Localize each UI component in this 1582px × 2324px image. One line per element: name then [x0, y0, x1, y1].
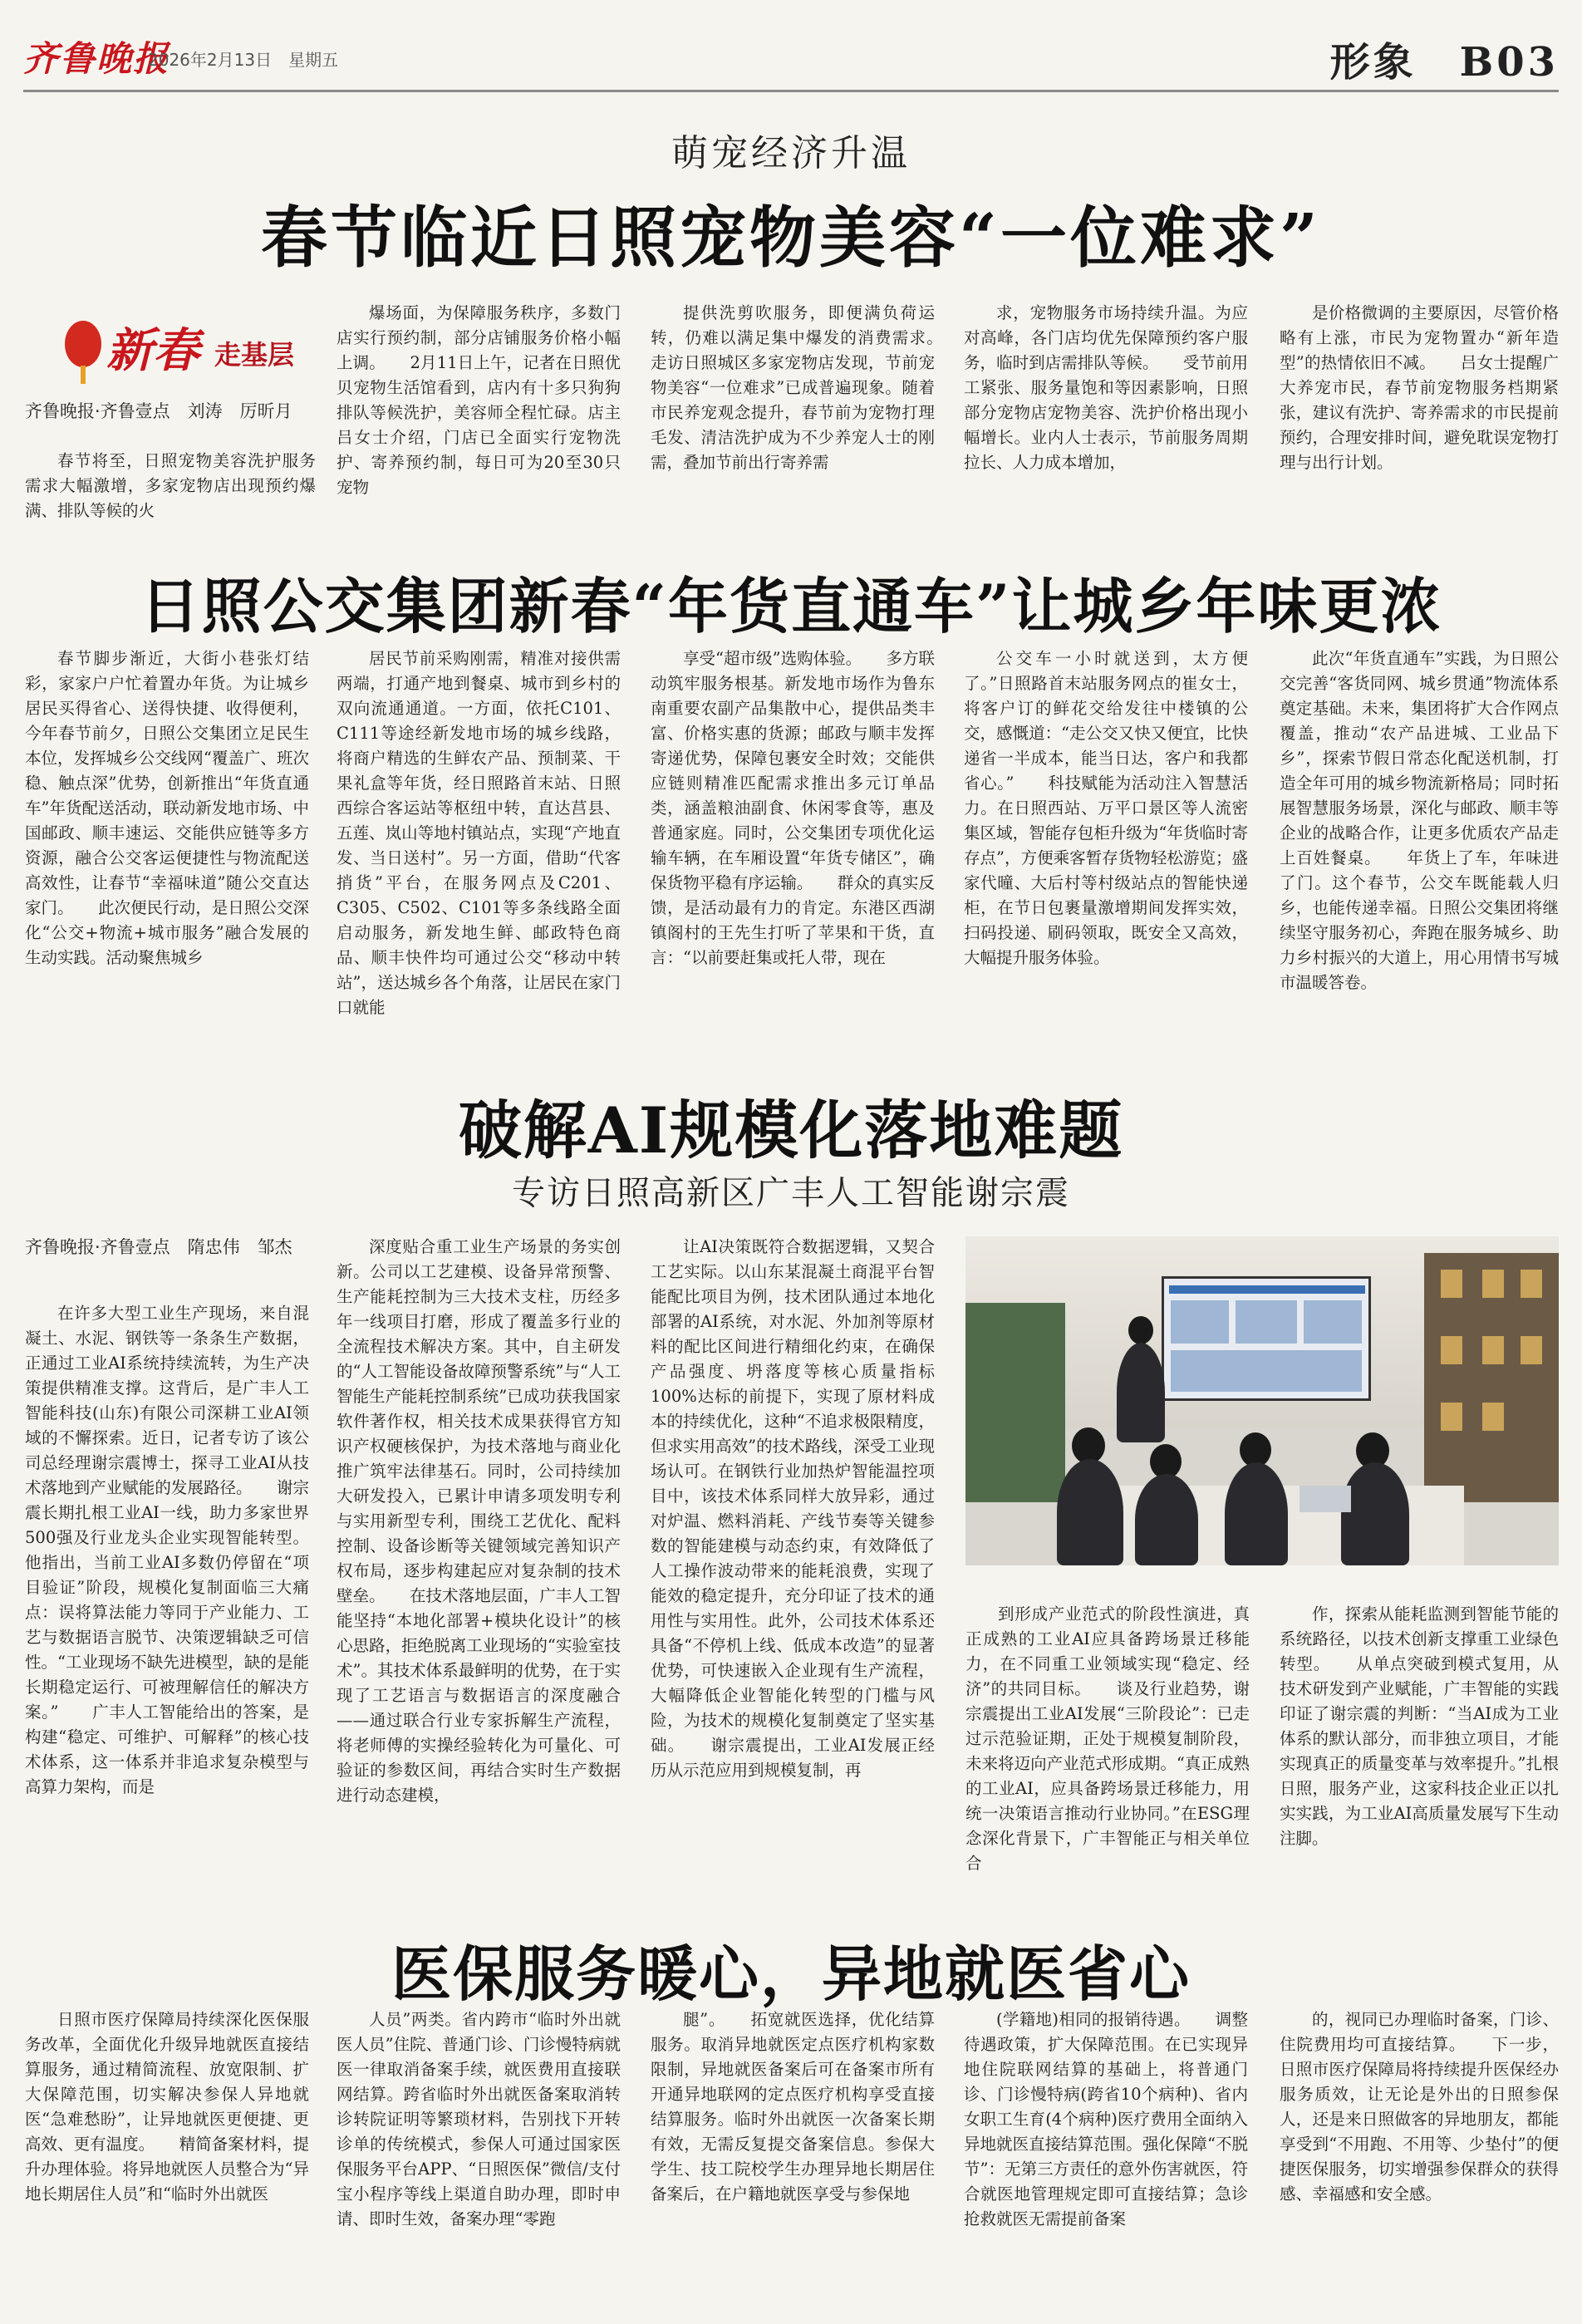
- story3-subhead: 专访日照高新区广丰人工智能谢宗震: [512, 1174, 1070, 1212]
- story4-column-5: 的，视同已办理临时备案，门诊、住院费用均可直接结算。 下一步，日照市医疗保障局将持续提升医保经办服务质效，让无论是外出的日照参保人，还是来日照做客的异地朋友，都能享受到“不用跑、不用等、少垫付”的便捷医保服务，切实增强参保群众的获得感、幸福感和安全感。: [1280, 2010, 1559, 2204]
- story1-column-2: 爆场面，为保障服务秩序，多数门店实行预约制，部分店铺服务价格小幅上调。 2月11日上午，记者在日照优贝宠物生活馆看到，店内有十多只狗狗排队等候洗护，美容师全程忙碌。店主吕女士介绍，门店已全面实行宠物洗护、寄养预约制，每日可为20至30只宠物: [337, 303, 621, 497]
- story1-headline: 春节临近日照宠物美容“一位难求”: [260, 199, 1322, 277]
- issue-date: 2026年2月13日 星期五: [148, 50, 339, 70]
- shelf-award: [1521, 1270, 1542, 1298]
- new-spring-badge: [25, 306, 324, 386]
- screen-panel: [1236, 1300, 1297, 1344]
- shelf-award: [1482, 1403, 1504, 1431]
- screen-panel: [1171, 1300, 1229, 1344]
- story3-column-2: 深度贴合重工业生产场景的务实创新。公司以工艺建模、设备异常预警、生产能耗控制为三大技术支柱，历经多年一线项目打磨，形成了覆盖多行业的全流程技术解决方案。其中，自主研发的“人工智能设备故障预警系统”与“人工智能生产能耗控制系统”已成功获我国家软件著作权，相关技术成果获得官方知识产权硬核保护，为技术落地与商业化推广筑牢法律基石。同时，公司持续加大研发投入，已累计申请多项发明专利与实用新型专利，围绕工艺优化、配料控制、设备诊断等关键领域完善知识产权布局，逐步构建起应对复杂制的技术壁垒。 在技术落地层面，广丰人工智能坚持“本地化部署+模块化设计”的核心思路，拒绝脱离工业现场的“实验室技术”。其技术体系最鲜明的优势，在于实现了工艺语言与数据语言的深度融合——通过联合行业专家拆解生产流程，将老师傅的实操经验转化为可量化、可验证的参数区间，再结合实时生产数据进行动态建模，: [337, 1237, 621, 1805]
- presenter-head: [1128, 1316, 1153, 1344]
- masthead-divider: [23, 90, 1559, 92]
- story2-column-5: 此次“年货直通车”实践，为日照公交完善“客货同网、城乡贯通”物流体系奠定基础。未来，集团将扩大合作网点覆盖，推动“农产品进城、工业品下乡”，探索节假日常态化配送机制，打造全年可用的城乡物流新格局；同时拓展智慧服务场景，深化与邮政、顺丰等企业的战略合作，让更多优质农产品走上百姓餐桌。 年货上了车，年味进了门。这个春节，公交车既能载人归乡，也能传递幸福。日照公交集团将继续坚守服务初心，奔跑在服务城乡、助力乡村振兴的大道上，用心用情书写城市温暖答卷。: [1280, 649, 1559, 992]
- story2-column-1: 春节脚步渐近，大街小巷张灯结彩，家家户户忙着置办年货。为让城乡居民买得省心、送得快捷、收得便利，今年春节前夕，日照公交集团立足民生本位，发挥城乡公交线网“覆盖广、班次稳、触点深”优势，创新推出“年货直通车”年货配送活动，联动新发地市场、中国邮政、顺丰速运、交能供应链等多方资源，融合公交客运便捷性与物流配送高效性，让春节“幸福味道”随公交直达家门。 此次便民行动，是日照公交深化“公交+物流+城市服务”融合发展的生动实践。活动聚焦城乡: [25, 649, 309, 967]
- story2-headline: 日照公交集团新春“年货直通车”让城乡年味更浓: [140, 571, 1442, 641]
- lantern-icon: [65, 321, 101, 367]
- shelf-award: [1482, 1336, 1504, 1364]
- newspaper-logo: 齐鲁晚报: [23, 38, 170, 79]
- interview-photo: [965, 1236, 1559, 1565]
- attendee: [1341, 1462, 1409, 1565]
- presenter: [1117, 1343, 1165, 1442]
- story3-column-4: 到形成产业范式的阶段性演进，真正成熟的工业AI应具备跨场景迁移能力，在不同重工业领域实现“稳定、经济”的共同目标。 谈及行业趋势，谢宗震提出工业AI发展“三阶段论”：已走过示范验证期，正处于规模复制阶段，未来将迈向产业范式形成期。“真正成熟的工业AI，应具备跨场景迁移能力，用统一决策语言推动行业协同。”在ESG理念深化背景下，广丰智能正与相关单位合: [965, 1604, 1250, 1873]
- story1-column-3: 提供洗剪吹服务，即便满负荷运转，仍难以满足集中爆发的消费需求。 走访日照城区多家宠物店发现，节前宠物美容“一位难求”已成普遍现象。随着市民养宠观念提升，春节前为宠物打理毛发、清洁洗护成为不少养宠人士的刚需，叠加节前出行寄养需: [651, 303, 968, 472]
- screen-panel: [1304, 1300, 1362, 1344]
- masthead: [23, 30, 1559, 88]
- display-screen: [1162, 1276, 1371, 1401]
- shelf-award: [1521, 1336, 1542, 1364]
- story1-column-5: 是价格微调的主要原因，尽管价格略有上涨，市民为宠物置办“新年造型”的热情依旧不减。 吕女士提醒广大养宠市民，春节前宠物服务档期紧张，建议有洗护、寄养需求的市民提前预约，合理安排时间，避免耽误宠物打理与出行计划。: [1280, 303, 1559, 472]
- photo-plants: [965, 1303, 1065, 1502]
- story4-headline: 医保服务暖心，异地就医省心: [391, 1938, 1191, 2009]
- laptop: [1300, 1486, 1351, 1512]
- story3-byline: 齐鲁晚报·齐鲁壹点 隋忠伟 邹杰: [25, 1237, 292, 1257]
- attendee: [1225, 1462, 1288, 1565]
- story1-kicker: 萌宠经济升温: [671, 132, 911, 174]
- shelf-award: [1441, 1270, 1462, 1298]
- attendee: [1057, 1459, 1123, 1565]
- story1-byline: 齐鲁晚报·齐鲁壹点 刘涛 厉昕月: [25, 401, 292, 421]
- story2-column-2: 居民节前采购刚需，精准对接供需两端，打通产地到餐桌、城市到乡村的双向流通通道。一方面，依托C101、C111等途经新发地市场的城乡线路，将商户精选的生鲜农产品、预制菜、干果礼盒等年货，经日照路首末站、日照西综合客运站等枢纽中转，直达莒县、五莲、岚山等地村镇站点，实现“产地直发、当日送村”。另一方面，借助“代客捎货”平台，在服务网点及C201、C305、C502、C101等多条线路全面启动服务，新发地生鲜、邮政特色商品、顺丰快件均可通过公交“移动中转站”，送达城乡各个角落，让居民在家门口就能: [337, 649, 621, 1017]
- shelf-award: [1441, 1336, 1462, 1364]
- story4-column-2: 人员”两类。省内跨市“临时外出就医人员”住院、普通门诊、门诊慢特病就医一律取消备案手续，就医费用直接联网结算。跨省临时外出就医备案取消转诊转院证明等繁琐材料，告别找下开转诊单的传统模式，参保人可通过国家医保服务平台APP、“日照医保”微信/支付宝小程序等线上渠道自助办理，即时申请、即时生效，备案办理“零跑: [337, 2010, 621, 2228]
- badge-main-text: 新春: [106, 323, 199, 378]
- story4-column-1: 日照市医疗保障局持续深化医保服务改革，全面优化升级异地就医直接结算服务，通过精简流程、放宽限制、扩大保障范围，切实解决参保人异地就医“急难愁盼”，让异地就医更便捷、更高效、更有温度。 精简备案材料，提升办理体验。将异地就医人员整合为“异地长期居住人员”和“临时外出就医: [25, 2010, 309, 2204]
- story4-column-3: 腿”。 拓宽就医选择，优化结算服务。取消异地就医定点医疗机构家数限制，异地就医备案后可在备案市所有开通异地联网的定点医疗机构享受直接结算服务。临时外出就医一次备案长期有效，无需反复提交备案信息。参保大学生、技工院校学生办理异地长期居住备案后，在户籍地就医享受与参保地: [651, 2010, 935, 2204]
- shelf-award: [1482, 1270, 1504, 1298]
- section-page-label: 形象 B03: [1329, 39, 1559, 86]
- badge-sub-text: 走基层: [214, 339, 295, 371]
- attendee: [1135, 1474, 1198, 1565]
- story1-column-4: 求，宠物服务市场持续升温。为应对高峰，各门店均优先保障预约客户服务，临时到店需排队等候。 受节前用工紧张、服务量饱和等因素影响，日照部分宠物店宠物美容、洗护价格出现小幅增长。业内人士表示，节前服务周期拉长、人力成本增加，: [964, 303, 1248, 472]
- story2-column-3: 享受“超市级”选购体验。 多方联动筑牢服务根基。新发地市场作为鲁东南重要农副产品集散中心，提供品类丰富、价格实惠的货源；邮政与顺丰发挥寄递优势，保障包裹安全时效；交能供应链则精准匹配需求推出多元订单品类，涵盖粮油副食、休闲零食等，惠及普通家庭。同时，公交集团专项优化运输车辆，在车厢设置“年货专储区”，确保货物平稳有序运输。 群众的真实反馈，是活动最有力的肯定。东港区西湖镇阁村的王先生打听了苹果和干货，直言：“以前要赶集或托人带，现在: [651, 649, 935, 967]
- screen-panel: [1171, 1350, 1362, 1392]
- screen-header: [1169, 1285, 1365, 1294]
- story3-column-1: 在许多大型工业生产现场，来自混凝土、水泥、钢铁等一条条生产数据，正通过工业AI系统持续流转，为生产决策提供精准支撑。这背后，是广丰人工智能科技(山东)有限公司深耕工业AI领域的不懈探索。近日，记者专访了该公司总经理谢宗震博士，探寻工业AI从技术落地到产业赋能的发展路径。 谢宗震长期扎根工业AI一线，助力多家世界500强及行业龙头企业实现智能转型。他指出，当前工业AI多数仍停留在“项目验证”阶段，规模化复制面临三大痛点：误将算法能力等同于产业能力、工艺与数据语言脱节、决策逻辑缺乏可信性。“工业现场不缺先进模型，缺的是能长期稳定运行、可被理解信任的解决方案。” 广丰人工智能给出的答案，是构建“稳定、可维护、可解释”的核心技术体系，这一体系并非追求复杂模型与高算力架构，而是: [25, 1304, 309, 1796]
- story3-headline: 破解AI规模化落地难题: [458, 1093, 1124, 1167]
- story1-column-1: 春节将至，日照宠物美容洗护服务需求大幅激增，多家宠物店出现预约爆满、排队等候的火: [25, 451, 316, 520]
- story3-column-3: 让AI决策既符合数据逻辑，又契合工艺实际。以山东某混凝土商混平台智能配比项目为例，技术团队通过本地化部署的AI系统，对水泥、外加剂等原材料的配比区间进行精细化约束，在确保产品强度、坍落度等核心质量指标100%达标的前提下，实现了原材料成本的持续优化，这种“不追求极限精度，但求实用高效”的技术路线，深受工业现场认可。在钢铁行业加热炉智能温控项目中，该技术体系同样大放异彩，通过对炉温、燃料消耗、产线节奏等关键参数的智能建模与动态约束，有效降低了人工操作波动带来的能耗浪费，实现了能效的稳定提升，充分印证了技术的通用性与实用性。此外，公司技术体系还具备“不停机上线、低成本改造”的显著优势，可快速嵌入企业现有生产流程，大幅降低企业智能化转型的门槛与风险，为技术的规模化复制奠定了坚实基础。 谢宗震提出，工业AI发展正经历从示范应用到规模复制，再: [651, 1237, 935, 1780]
- story2-column-4: 公交车一小时就送到，太方便了。”日照路首末站服务网点的崔女士，将客户订的鲜花交给发往中楼镇的公交，感慨道：“走公交又快又便宜，比快递省一半成本，能当日达，客户和我都省心。” 科技赋能为活动注入智慧活力。在日照西站、万平口景区等人流密集区域，智能存包柜升级为“年货临时寄存点”，方便乘客暂存货物轻松游览；盛家代曈、大后村等村级站点的智能快递柜，在节日包裹量激增期间发挥实效，扫码投递、刷码领取，既安全又高效，大幅提升服务体验。: [964, 649, 1248, 967]
- story3-column-5: 作，探索从能耗监测到智能节能的系统路径，以技术创新支撑重工业绿色转型。 从单点突破到模式复用，从技术研发到产业赋能，广丰智能的实践印证了谢宗震的判断：“当AI成为工业体系的默认部分，而非独立项目，才能实现真正的质量变革与效率提升。”扎根日照，服务产业，这家科技企业正以扎实实践，为工业AI高质量发展写下生动注脚。: [1280, 1604, 1559, 1848]
- shelf-award: [1441, 1403, 1462, 1431]
- story4-column-4: (学籍地)相同的报销待遇。 调整待遇政策，扩大保障范围。在已实现异地住院联网结算的基础上，将普通门诊、门诊慢特病(跨省10个病种)、省内女职工生育(4个病种)医疗费用全面纳入异地就医直接结算范围。强化保障“不脱节”：无第三方责任的意外伤害就医，符合就医地管理规定即可直接结算；急诊抢救就医无需提前备案: [964, 2010, 1248, 2228]
- display-shelf: [1424, 1253, 1559, 1502]
